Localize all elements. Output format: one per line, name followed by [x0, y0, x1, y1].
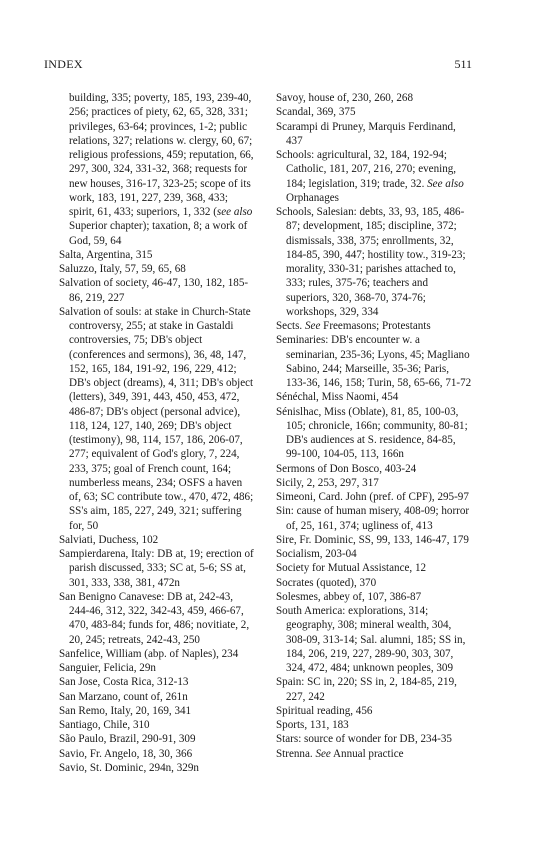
index-entry [276, 319, 472, 333]
index-entry [276, 476, 472, 490]
entry-text: San Jose, Costa Rica, 312-13 [59, 676, 189, 689]
entry-text: Sermons of Don Bosco, 403-24 [276, 462, 417, 475]
index-entry [276, 462, 472, 476]
entry-text: Santiago, Chile, 310 [59, 719, 150, 731]
index-entry [59, 661, 255, 675]
index-entry [276, 561, 472, 575]
entry-text: Annual practice [330, 747, 404, 760]
entry-text: Society for Mutual Assistance, 12 [276, 562, 427, 575]
entry-text: Salvation of society, 46-47, 130, 182, 185-86, 219, 227 [59, 277, 249, 304]
entry-text: Socrates (quoted), 370 [276, 576, 377, 589]
index-entry [276, 747, 472, 761]
entry-text: Sports, 131, 183 [276, 719, 349, 731]
index-entry [276, 576, 472, 590]
entry-text: Salviati, Duchess, 102 [59, 533, 159, 546]
index-entry [276, 490, 472, 504]
index-entry [59, 590, 255, 647]
entry-text: Simeoni, Card. John (pref. of CPF), 295-97 [276, 491, 469, 503]
entry-text: Socialism, 203-04 [276, 548, 357, 560]
entry-text: San Remo, Italy, 20, 169, 341 [59, 704, 192, 717]
entry-text: Sects. [276, 320, 305, 332]
index-entry [59, 761, 255, 775]
index-entry [59, 732, 255, 746]
cross-reference-term: see also [216, 206, 253, 218]
index-entry [59, 704, 255, 718]
index-entry [276, 504, 472, 533]
entry-text: Sénéchal, Miss Naomi, 454 [276, 391, 399, 404]
entry-text: Stars: source of wonder for DB, 234-35 [276, 733, 452, 746]
index-entry [276, 390, 472, 404]
index-entry [59, 675, 255, 689]
entry-text: Spiritual reading, 456 [276, 704, 373, 717]
index-entry [276, 533, 472, 547]
entry-text: Freemasons; Protestants [320, 320, 431, 332]
index-entry [276, 718, 472, 732]
cross-reference-term: See [315, 747, 331, 760]
entry-text: San Benigno Canavese: DB at, 242-43, 244-46, 312, 322, 342-43, 459, 466-67, 470, 483-84; funds for, 486; novitiate, 2, 20, 245; retreats, 242-43, 250 [59, 590, 250, 646]
index-entry [276, 732, 472, 746]
entry-text: Superior chapter); taxation, 8; a work of God, 59, 64 [69, 220, 248, 247]
index-entry [59, 305, 255, 533]
index-entry [59, 91, 255, 248]
entry-text: Sanguier, Felicia, 29n [59, 662, 156, 674]
entry-text: Schools: agricultural, 32, 184, 192-94; Catholic, 181, 207, 216, 270; evening, 184; legislation, 319; trade, 32. [276, 149, 457, 190]
entry-text: Sanfelice, William (abp. of Naples), 234 [59, 647, 239, 660]
entry-text: Salta, Argentina, 315 [59, 248, 153, 261]
entry-text: Savoy, house of, 230, 260, 268 [276, 92, 414, 104]
index-entry [276, 120, 472, 149]
index-entry [59, 690, 255, 704]
entry-text: Sicily, 2, 253, 297, 317 [276, 476, 379, 489]
index-entry [276, 405, 472, 462]
entry-text: Sire, Fr. Dominic, SS, 99, 133, 146-47, 179 [276, 533, 469, 546]
running-title: INDEX [44, 57, 83, 71]
index-entry [276, 547, 472, 561]
entry-text: Schools, Salesian: debts, 33, 93, 185, 486-87; development, 185; discipline, 372; dismissals, 338, 375; enrollments, 32, 184-85, 390, 447; hostility tow., 319-23; morality, 330-31; parishes attached to, 333; rules, 375-76; teachers and superiors, 320, 368-70, 374-76; workshops, 329, 334 [276, 206, 466, 318]
index-entry [276, 675, 472, 704]
entry-text: São Paulo, Brazil, 290-91, 309 [59, 733, 196, 746]
index-column-right [276, 91, 472, 761]
entry-text: Sin: cause of human misery, 408-09; horror of, 25, 161, 374; ugliness of, 413 [276, 505, 470, 532]
cross-reference-term: See also [427, 177, 464, 190]
entry-text: building, 335; poverty, 185, 193, 239-40, 256; practices of piety, 62, 65, 328, 331; privileges, 63-64; provinces, 1-2; public relations, 327; relations w. clergy, 60, 67; religious professions, 459; reputation, 66, 297, 300, 324, 331-32, 368; requests for new houses, 316-17, 323-25; scope of its work, 183, 191, 227, 239, 368, 433; spirit, 61, 433; superiors, 1, 332 ( [69, 92, 254, 218]
index-entry [59, 262, 255, 276]
index-entry [276, 590, 472, 604]
entry-text: Saluzzo, Italy, 57, 59, 65, 68 [59, 263, 186, 275]
index-entry [59, 276, 255, 305]
entry-text: Orphanages [286, 191, 339, 204]
entry-text: Spain: SC in, 220; SS in, 2, 184-85, 219, 227, 242 [276, 676, 457, 703]
index-entry [59, 547, 255, 590]
index-entry [276, 704, 472, 718]
entry-text: Scarampi di Pruney, Marquis Ferdinand, 437 [276, 120, 456, 147]
page-header [44, 56, 472, 72]
entry-text: Savio, Fr. Angelo, 18, 30, 366 [59, 747, 193, 760]
cross-reference-term: See [304, 320, 321, 332]
entry-text: Sénislhac, Miss (Oblate), 81, 85, 100-03, 105; chronicle, 166n; community, 80-81; DB's audiences at S. residence, 84-85, 99-100, 104-05, 113, 166n [276, 405, 468, 461]
index-entry [276, 333, 472, 390]
index-entry [59, 248, 255, 262]
index-entry [276, 105, 472, 119]
entry-text: South America: explorations, 314; geography, 308; mineral wealth, 304, 308-09, 313-14; Sal. alumni, 185; SS in, 184, 206, 219, 227, 289-90, 303, 307, 324, 472, 484; unknown peoples, 309 [276, 605, 466, 674]
index-entry [59, 533, 255, 547]
index-column-left [59, 91, 255, 775]
index-entry [59, 647, 255, 661]
entry-text: San Marzano, count of, 261n [59, 690, 188, 703]
entry-text: Seminaries: DB's encounter w. a seminarian, 235-36; Lyons, 45; Magliano Sabino, 244; Marseille, 35-36; Paris, 133-36, 146, 158; Turin, 58, 65-66, 71-72 [276, 334, 472, 389]
entry-text: Solesmes, abbey of, 107, 386-87 [276, 590, 422, 603]
index-entry [59, 747, 255, 761]
entry-text: Sampierdarena, Italy: DB at, 19; erection of parish discussed, 333; SC at, 5-6; SS at, 301, 333, 338, 381, 472n [59, 548, 254, 589]
entry-text: Salvation of souls: at stake in Church-State controversy, 255; at stake in Gastaldi controversies, 75; DB's object (conferences and sermons), 36, 48, 147, 152, 165, 184, 191-92, 196, 229, 412; DB's object (dreams), 4, 311; DB's object (letters), 349, 391, 443, 450, 453, 472, 486-87; DB's object (personal advice), 118, 124, 127, 140, 269; DB's object (testimony), 98, 114, 157, 186, 206-07, 277; equivalent of God's glory, 7, 224, 233, 375; goal of French count, 164; numberless means, 234; OSFS a haven of, 63; SC contribute tow., 470, 472, 486; SS's aim, 185, 227, 249, 321; suffering for, 50 [59, 305, 254, 532]
entry-text: Savio, St. Dominic, 294n, 329n [59, 761, 199, 774]
index-entry [276, 604, 472, 675]
index-entry [276, 205, 472, 319]
index-entry [276, 148, 472, 205]
index-entry [276, 91, 472, 105]
index-entry [59, 718, 255, 732]
entry-text: Strenna. [276, 747, 316, 760]
entry-text: Scandal, 369, 375 [276, 106, 356, 119]
page-number: 511 [454, 57, 472, 71]
